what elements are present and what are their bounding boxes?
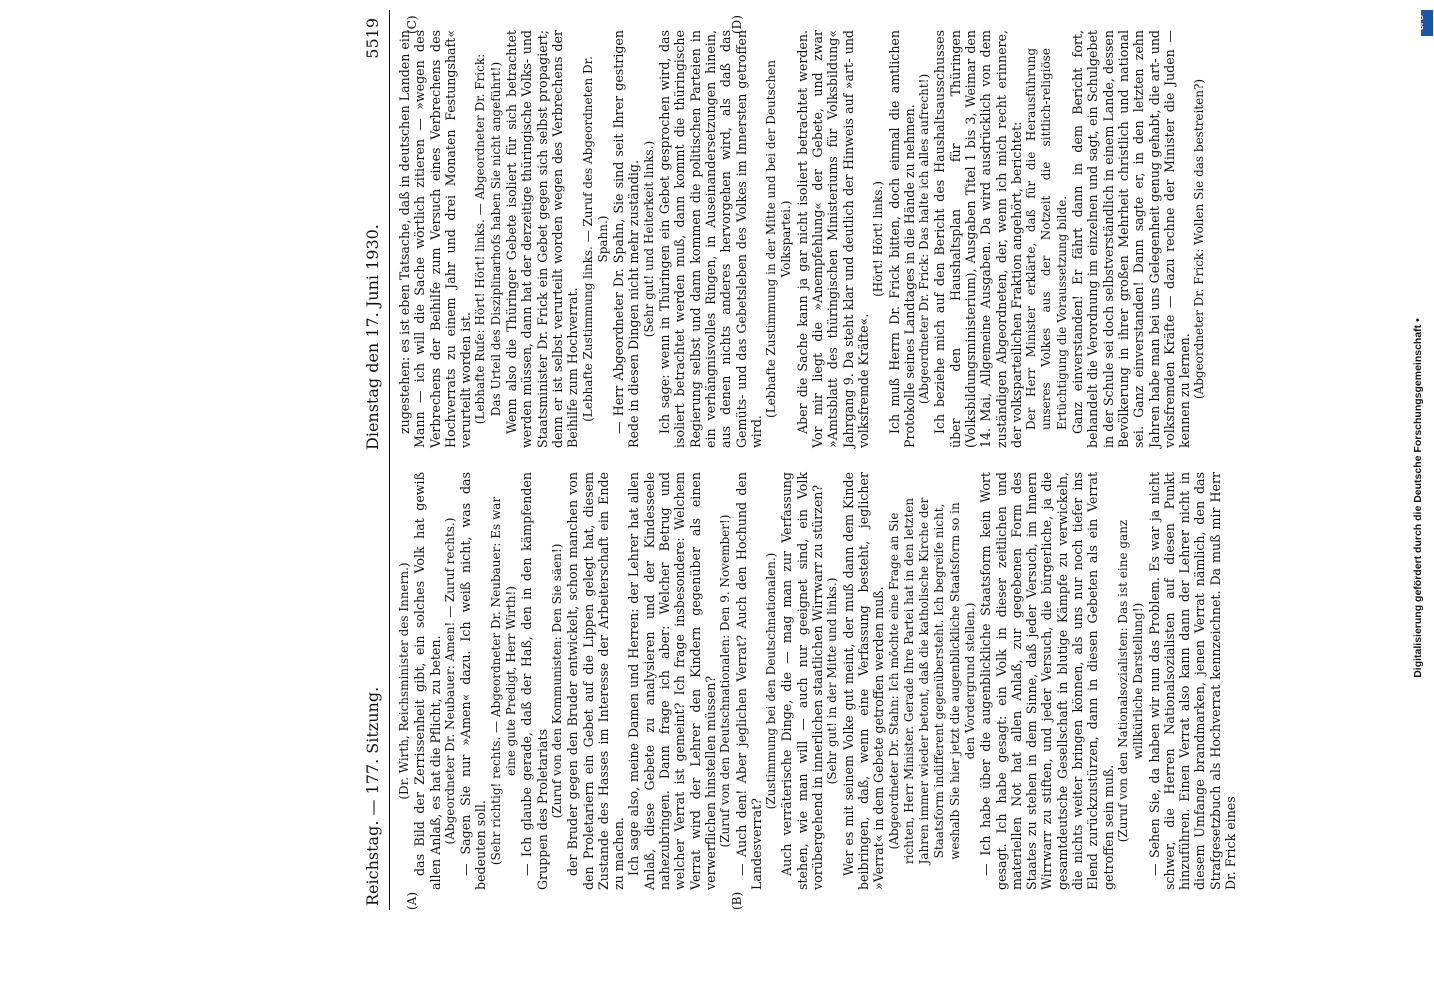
interjection: (Sehr gut! und Heiterkeit links.): [641, 140, 656, 338]
interjection: (Abgeordneter Dr. Frick: Wollen Sie das bestreiten?): [1192, 78, 1207, 400]
dfg-logo: [1417, 10, 1433, 36]
quotation: Der Herr Minister erklärte, daß für die Herausführung unseres Volkes aus der Notzeit die sittlich-religiöse Ertüchtigung die Voraussetzung bilde.: [1024, 48, 1069, 430]
paragraph: Ganz einverstanden! Er fährt dann in dem Bericht fort, behandelt die Verordnung im einzelnen und sagt, ein Schulgebet in der Schule sei doch selbstverständlich in einem Lande, dessen Bevölkerung in ihrer großen Mehrheit christlich und national sei. Ganz einverstanden! Dann sagte er, in den letzten zehn Jahren habe man bei uns Gelegenheit genug gehabt, die art- und volksfremden Kräfte — dazu rechne der Minister die Juden — kennen zu lernen.: [1070, 30, 1193, 448]
interjection: (Lebhafte Zustimmung in der Mitte und bei der Deutschen Volkspartei.): [764, 60, 794, 418]
paragraph: — Ich habe über die augenblickliche Staatsform kein Wort gesagt. Ich habe gesagt: ein Volk in dieser zeitlichen und materiellen Not hat allen Anlaß, zur gegebenen Form des Staates zu stehen in dem Sinne, daß jeder Versuch, im Innern Wirrwarr zu stiften, und jeder Versuch, die bürgerliche, ja die gesamtdeutsche Gesellschaft in blutige Kämpfe zu verwickeln, die nichts weiter bringen können, als uns nur noch tiefer ins Elend zurückzustürzen, dann in diesen Gebeten als ein Verrat getroffen sein muß.: [978, 472, 1116, 890]
interjection: (Zustimmung bei den Deutschnationalen.): [764, 552, 779, 810]
paragraph: — Sagen Sie nur »Amen« dazu. Ich weiß nicht, was das bedeuten soll.: [458, 472, 489, 890]
interjection: (Abgeordneter Dr. Neubauer: Amen! — Zuruf rechts.): [442, 517, 457, 845]
paragraph: Ich sage also, meine Damen und Herren: der Lehrer hat allen Anlaß, diese Gebete zu analysieren und der Kindesseele nahezubringen. Dann frage ich aber: Welcher Betrug und welcher Verrat ist gemeint? Ich frage insbesondere: Welchem Verrat wird der Lehrer den Kindern gegenüber als einen verwerflichen hinstellen müssen?: [626, 472, 718, 890]
interjection: (Sehr richtig! rechts. — Abgeordneter Dr. Neubauer: Es war eine gute Predigt, Herr Wirth!): [488, 496, 519, 866]
interjection: (Abgeordneter Dr. Frick: Das halte ich alles aufrecht!): [917, 73, 932, 405]
interjection: (Abgeordneter Dr. Stahn: Ich möchte eine Frage an Sie richten, Herr Minister. Gerade Ihre Partei hat in den letzten Jahren immer wieder betont, daß die katholische Kirche der Staatsform indifferent gegenübersteht. Ich begreife nicht, weshalb Sie hier jetzt die augenblickliche Staatsform so in den Vordergrund stellen.): [886, 497, 977, 865]
margin-marker-b: (B): [730, 891, 744, 910]
paragraph: der Bruder gegen den Bruder entwickelt, schon manchen von den Proletariern ein Gebet auf die Lippen gelegt hat, diesem Zustande des Hasses im Interesse der Arbeiterschaft ein Ende zu machen.: [565, 472, 627, 890]
paragraph: — Ich glaube gerade, daß der Haß, den in den kämpfenden Gruppen des Proletariats: [519, 472, 550, 890]
paragraph: Wenn also die Thüringer Gebete isoliert für sich betrachtet werden müssen, dann hat der derzeitige thüringische Volks- und Staatsminister Dr. Frick ein Gebet gegen sich selbst propagiert; denn er ist selbst verurteilt worden wegen des Verbrechens der Beihilfe zum Hochverrat.: [504, 30, 581, 448]
paragraph: Auch verräterische Dinge, die — mag man zur Verfassung stehen, wie man will — auch nur geeignet sind, ein Volk vorübergehend in innerlichen staatlichen Wirrwarr zu stürzen?: [779, 472, 826, 890]
paragraph: zugestehen: es ist eben Tatsache, daß in deutschen Landen ein Mann — ich will die Sache wörtlich zitieren — »wegen des Verbrechens der Beihilfe zum Versuch eines Verbrechens des Hochverrats zu einem Jahr und drei Monaten Festungshaft« verurteilt worden ist.: [397, 30, 474, 448]
rotated-document-page: [355, 10, 1239, 910]
interjection: (Sehr gut! in der Mitte und links.): [825, 577, 840, 785]
page-number: 5519: [363, 18, 382, 59]
paragraph: Ich muß Herrn Dr. Frick bitten, doch einmal die amtlichen Protokolle seines Landtages in die Hände zu nehmen.: [886, 30, 917, 448]
paragraph: — Auch den! Aber jeglichen Verrat? Auch den Hochund den Landesverrat?: [733, 472, 764, 890]
dfg-logo-text: DFG: [1417, 15, 1425, 30]
paragraph: — Sehen Sie, da haben wir nun das Problem. Es war ja nicht schwer, die Herren Nationalsozialisten auf diesen Punkt hinzuführen. Einen Verrat also kann dann der Lehrer nicht in diesem Umfange brandmarken, jenen Verrat nämlich, den das Strafgesetzbuch als Hochverrat kennzeichnet. Da muß mir Herr Dr. Frick eines: [1146, 472, 1239, 890]
interjection: (Lebhafte Zustimmung links. — Zuruf des Abgeordneten Dr. Spahn.): [580, 56, 610, 422]
header-date: Dienstag den 17. Juni 1930.: [363, 224, 382, 450]
interjection: (Zuruf von den Nationalsozialisten: Das ist eine ganz willkürliche Darstellung!): [1115, 519, 1146, 843]
paragraph: Ich beziehe mich auf den Bericht des Haushaltsausschusses über den Haushaltsplan für Thüringen (Volksbildungsministerium), Ausgaben Titel 1 bis 3, Weimar den 14. Mai, Allgemeine Ausgaben. Da wird ausdrücklich von dem zuständigen Abgeordneten, der, wenn ich mich recht erinnere, der volksparteilichen Fraktion angehört, berichtet:: [932, 30, 1024, 448]
paragraph: Wer es mit seinem Volke gut meint, der muß dann dem Kinde beibringen, daß, wenn eine Verfassung besteht, jeglicher »Verrat« in dem Gebete getroffen werden muß.: [840, 472, 887, 890]
margin-marker-d: (D): [730, 15, 744, 34]
digitization-footer: [1412, 0, 1434, 1000]
right-text-column: [397, 30, 1207, 448]
left-text-column: [397, 472, 1239, 890]
interjection: (Zuruf von den Kommunisten: Den Sie säen!): [549, 543, 564, 819]
interjection: (Hört! Hört! links.): [871, 181, 886, 297]
interjection: (Dr. Wirth, Reichsminister des Innern.): [397, 562, 411, 800]
header-left: Reichstag. — 177. Sitzung.: [363, 686, 382, 906]
margin-marker-c: (C): [405, 15, 419, 34]
interjection: (Zuruf von den Deutschnationalen: Den 9. November!): [718, 514, 733, 848]
paragraph: das Bild der Zerrissenheit gibt, ein solches Volk hat gewiß allen Anlaß, es hat die Pflicht, zu beten.: [412, 472, 443, 890]
page-header: [355, 10, 390, 910]
footer-credit-text: Digitalisierung gefördert durch die Deutsche Forschungsgemeinschaft •: [1412, 318, 1424, 678]
paragraph: Aber die Sache kann ja gar nicht isoliert betrachtet werden. Vor mir liegt die »Anempfehlung« der Gebete, und zwar »Amtsblatt des thüringischen Ministeriums für Volksbildung« Jahrgang 9. Da steht klar und deutlich der Hinweis auf »art- und volksfremde Kräfte«.: [794, 30, 871, 448]
paragraph: Ich sage: wenn in Thüringen ein Gebet gesprochen wird, das isoliert betrachtet werden muß, dann kommt die thüringische Regierung selbst und dann kommen die politischen Parteien in ein verhängnisvolles Ringen, in Auseinandersetzungen hinein, aus denen nichts anderes hervorgehen wird, als daß das Gemüts- und das Gebetsleben des Volkes im Innersten getroffen wird.: [657, 30, 764, 448]
interjection: (Lebhafte Rufe: Hört! Hört! links. — Abgeordneter Dr. Frick: Das Urteil des Disziplinarhofs haben Sie nicht angeführt!): [473, 53, 503, 425]
margin-marker-a: (A): [405, 891, 419, 910]
paragraph: — Herr Abgeordneter Dr. Spahn, Sie sind seit Ihrer gestrigen Rede in diesen Dingen nicht mehr zuständig.: [611, 30, 642, 448]
